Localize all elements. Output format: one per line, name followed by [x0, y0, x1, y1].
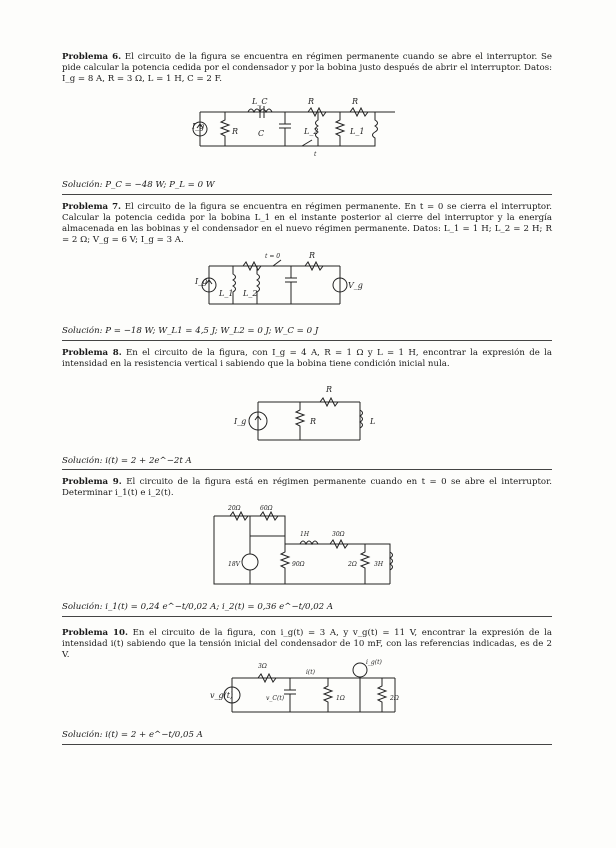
problem-10-title: Problema 10.: [62, 628, 128, 638]
problem-6-text: El circuito de la figura se encuentra en régimen permanente cuando se abre el interruptor. Se pide calcular la potencia cedida por el condensador y por la bobina justo después de abrir el interruptor. Datos: I_g = 8 A, R = 3 Ω, L = 1 H, C = 2 F.: [62, 52, 553, 84]
inductor-icon: [257, 266, 260, 304]
label-l1: L_1: [350, 127, 365, 136]
divider: [62, 340, 552, 341]
problem-6-statement: [62, 52, 552, 85]
problem-6-solution: Solución: P_C = −48 W; P_L = 0 W: [62, 180, 215, 190]
capacitor-icon: [284, 678, 296, 712]
label-r2: R: [352, 97, 359, 106]
label-l2: 3H: [374, 561, 384, 568]
label-r1: 3Ω: [258, 663, 267, 670]
problem-7-title: Problema 7.: [62, 202, 122, 212]
label-t: t: [314, 151, 317, 158]
problem-8-title: Problema 8.: [62, 348, 122, 358]
problem-9-statement: [62, 477, 552, 499]
capacitor-icon: [279, 112, 291, 146]
label-i: i(t): [306, 669, 316, 676]
resistor-icon: [221, 112, 229, 146]
label-vc: v_C(t): [266, 695, 285, 702]
label-r2: 60Ω: [260, 505, 273, 512]
resistor-icon: [296, 402, 304, 440]
label-v: 18V: [228, 561, 240, 568]
divider: [62, 194, 552, 195]
divider: [62, 744, 552, 745]
inductor-icon: [233, 266, 236, 304]
resistor-icon: [361, 544, 369, 584]
problem-8-text: En el circuito de la figura, con I_g = 4 A, R = 1 Ω y L = 1 H, encontrar la expresión de la intensidad en la resistencia vertical i sabiendo que la bobina tiene condición inicial nula.: [62, 348, 552, 369]
problem-9-text: El circuito de la figura está en régimen permanente cuando en t = 0 se abre el interruptor. Determinar i_1(t) e i_2(t).: [62, 477, 552, 498]
label-r1: 20Ω: [228, 505, 241, 512]
resistor-icon: [324, 678, 332, 712]
problem-9-title: Problema 9.: [62, 477, 122, 487]
label-lc: L_C: [252, 97, 268, 106]
problem-10-statement: [62, 628, 552, 661]
label-r: R: [232, 127, 239, 136]
label-l2: L_2: [243, 289, 258, 298]
label-ig: I_g: [195, 277, 208, 286]
label-l2: L_2: [304, 127, 319, 136]
label-r3: 30Ω: [332, 531, 345, 538]
problem-8-statement: [62, 348, 552, 370]
label-vg: v_g(t): [210, 691, 234, 700]
problem-8-circuit: [230, 384, 390, 446]
problem-8-solution: Solución: i(t) = 2 + 2e^−2t A: [62, 456, 192, 466]
label-r: R: [309, 251, 316, 260]
problem-10-text: En el circuito de la figura, con i_g(t) = 3 A, y v_g(t) = 11 V, encontrar la expresión de la intensidad i(t) sabiendo que la tensión inicial del condensador de 10 mF, con las referencias indicadas, es de 2 V.: [62, 628, 552, 660]
divider: [62, 469, 552, 470]
label-r4: 90Ω: [292, 561, 305, 568]
problem-7-text: El circuito de la figura se encuentra en régimen permanente. En t = 0 se cierra el interruptor. Calcular la potencia cedida por la bobina L_1 en el instante posterior al cierre del interruptor y la energía almacenada en las bobinas y el condensador en el nuevo régimen permanente. Datos: L_1 = 1 H; L_2 = 2 H; R = 2 Ω; V_g = 6 V; I_g = 3 A.: [62, 202, 553, 245]
label-ig: I_g: [192, 122, 205, 131]
capacitor-icon: [285, 266, 297, 304]
problem-7-circuit: [195, 251, 363, 314]
switch-icon: [273, 260, 281, 266]
resistor-icon: [378, 678, 386, 712]
problem-7-solution: Solución: P = −18 W; W_L1 = 4,5 J; W_L2 = 0 J; W_C = 0 J: [62, 326, 319, 336]
label-ig: I_g: [234, 417, 247, 426]
problem-7-statement: [62, 202, 552, 246]
divider: [62, 616, 552, 617]
label-r2: R: [326, 385, 333, 394]
label-l1: 1H: [300, 531, 310, 538]
label-r3: 2Ω: [390, 695, 399, 702]
switch-icon: [302, 140, 312, 146]
voltage-source-icon: [242, 554, 258, 570]
problem-9-circuit: [210, 506, 410, 596]
problem-9-solution: Solución: i_1(t) = 0,24 e^−t/0,02 A; i_2(t) = 0,36 e^−t/0,02 A: [62, 602, 334, 612]
label-r1: R: [308, 97, 315, 106]
resistor-icon: [281, 544, 289, 584]
label-r2: 1Ω: [336, 695, 345, 702]
label-r5: 2Ω: [348, 561, 357, 568]
problem-10-solution: Solución: i(t) = 2 + e^−t/0,05 A: [62, 730, 203, 740]
problem-6-title: Problema 6.: [62, 52, 122, 62]
current-source-icon: [353, 663, 367, 677]
label-c: C: [258, 129, 265, 138]
label-r1: R: [310, 417, 317, 426]
label-l1: L_1: [219, 289, 234, 298]
label-vg: V_g: [348, 281, 363, 290]
label-t0: t = 0: [265, 253, 281, 260]
problem-10-circuit: [210, 658, 410, 720]
label-ig: i_g(t): [366, 659, 382, 666]
problem-6-circuit: [190, 98, 410, 160]
label-l: L: [370, 417, 376, 426]
